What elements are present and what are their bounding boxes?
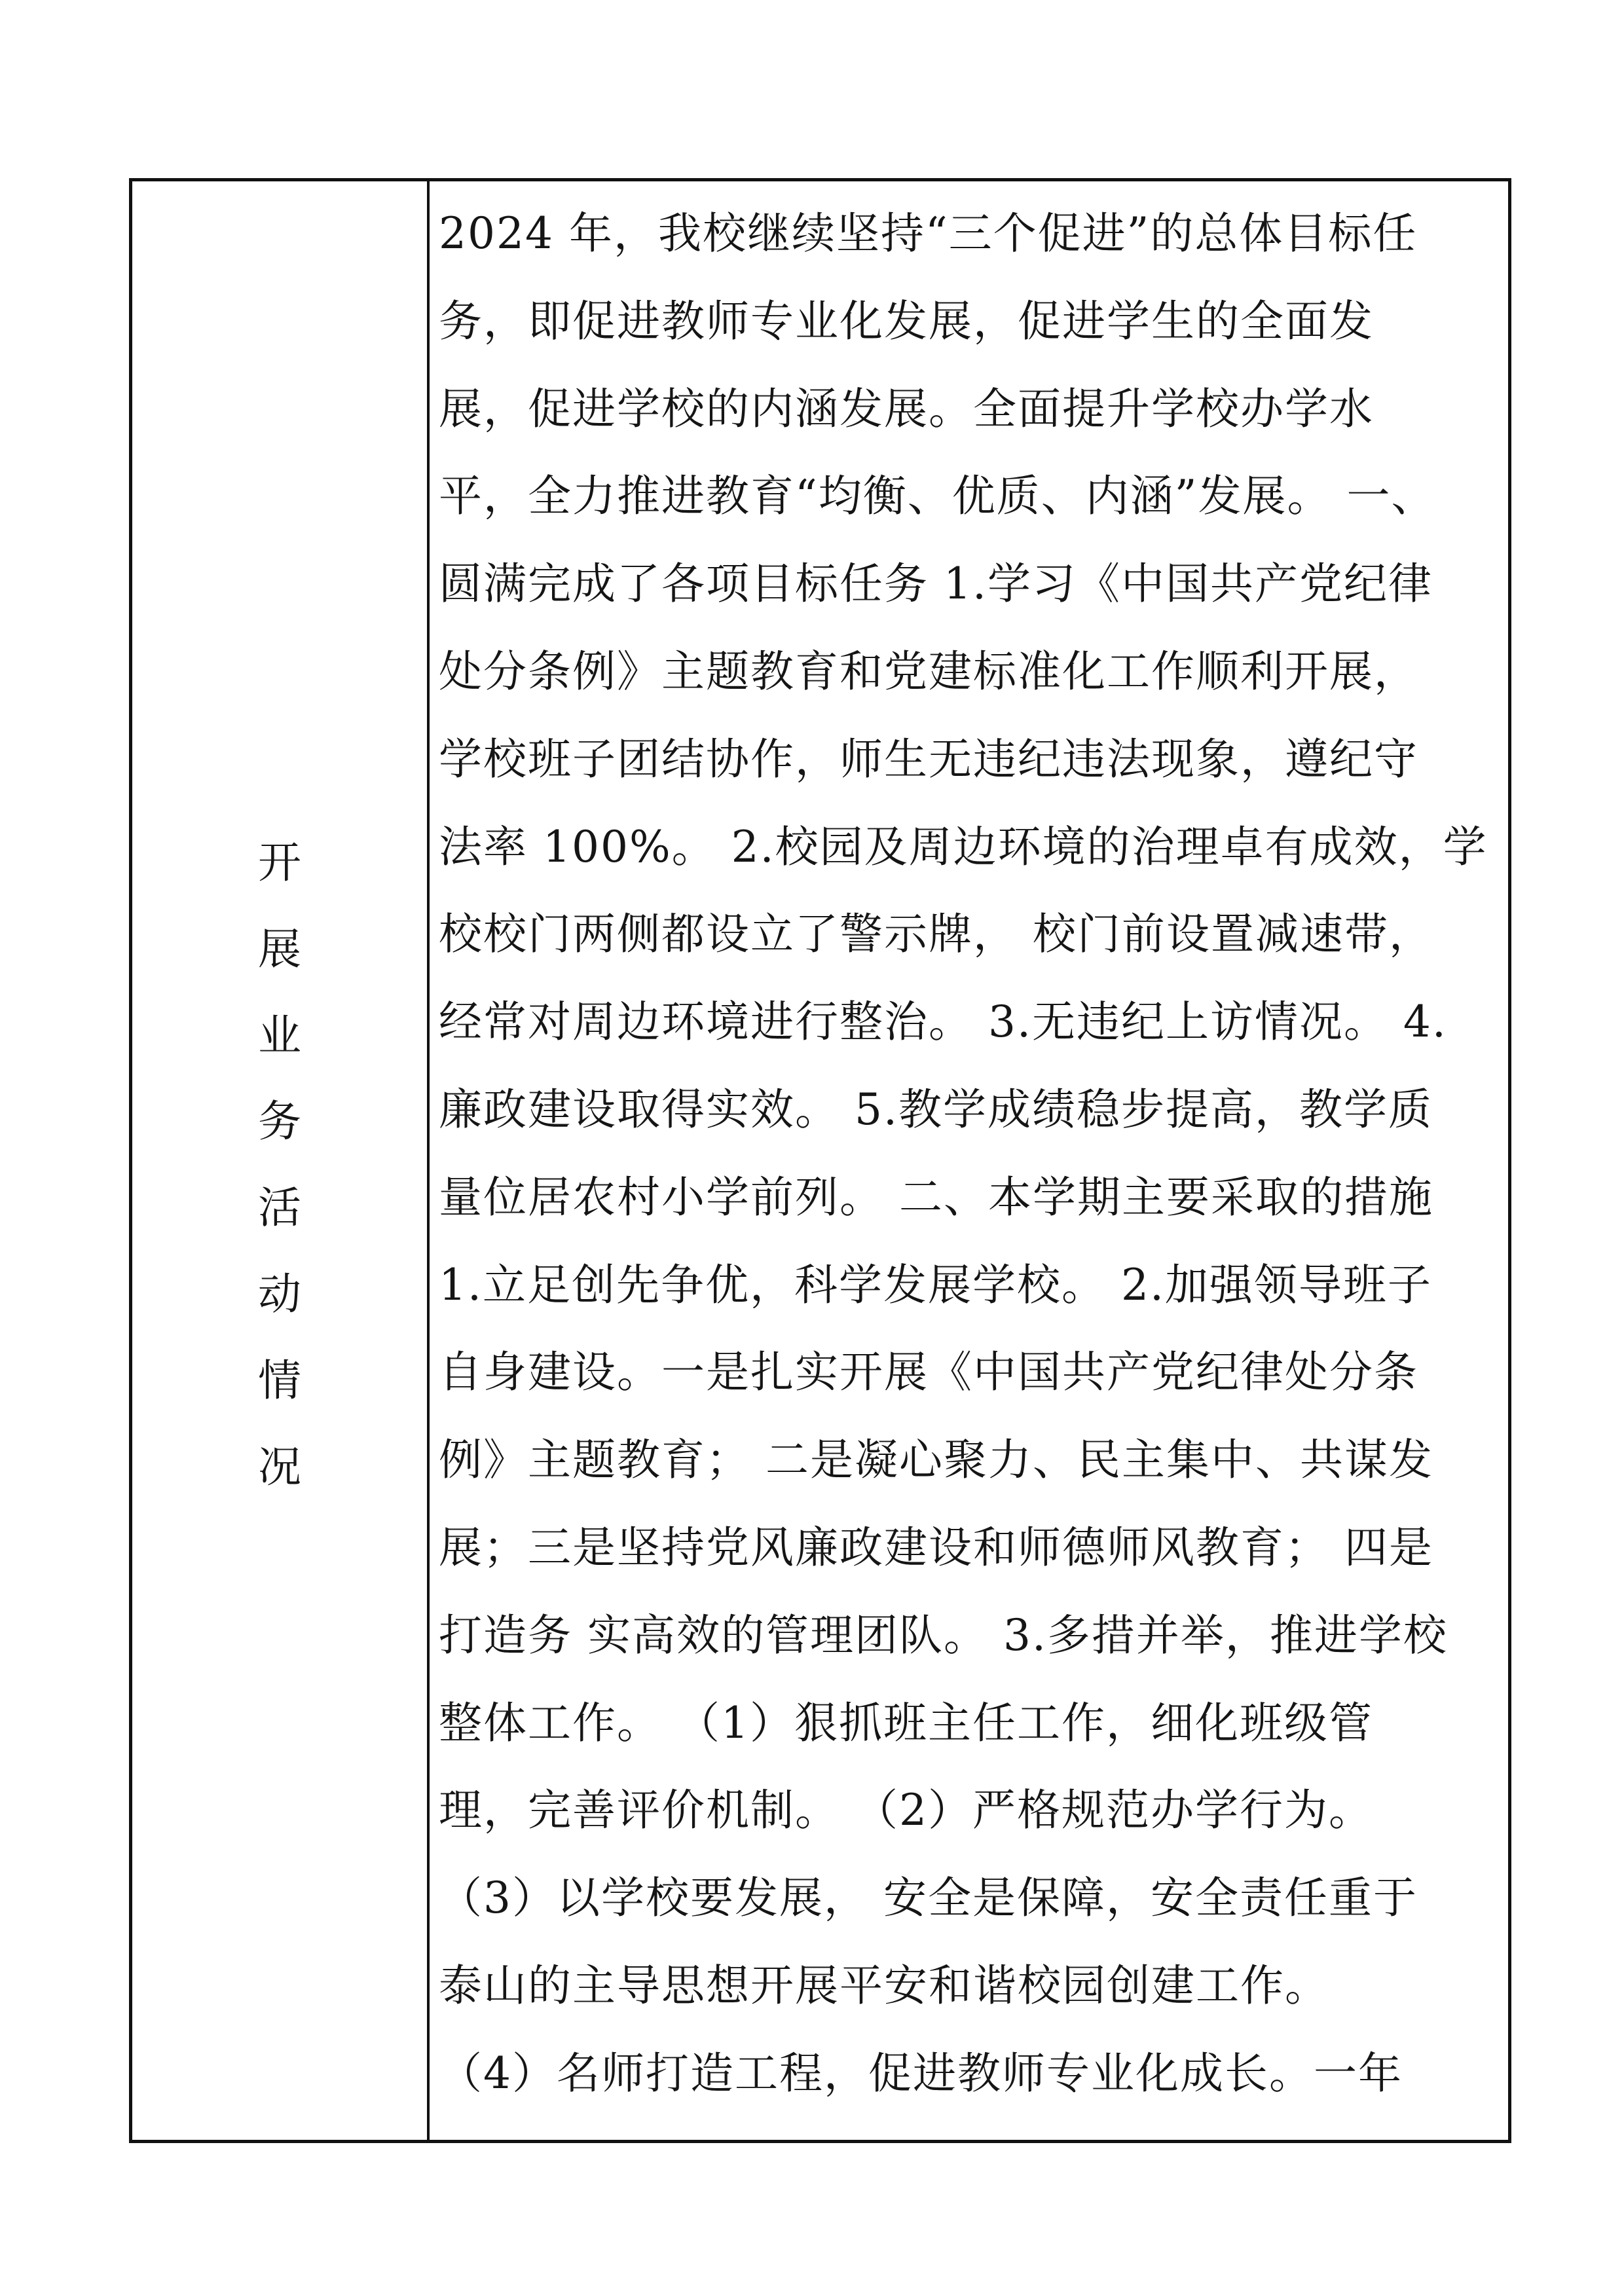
row-label-char: 业 — [258, 1010, 301, 1061]
activity-description-cell — [439, 190, 1503, 2128]
body-text-line: 廉政建设取得实效。 5.教学成绩稳步提高，教学质 — [439, 1084, 1433, 1135]
body-text-line: 处分条例》主题教育和党建标准化工作顺利开展， — [439, 646, 1418, 697]
row-label-char: 情 — [258, 1355, 301, 1406]
activity-table — [129, 178, 1511, 2143]
body-text-line: 法率 100%。 2.校园及周边环境的治理卓有成效，学 — [439, 821, 1488, 872]
row-label-char: 展 — [258, 923, 301, 974]
row-label-char: 况 — [258, 1441, 301, 1492]
column-divider — [427, 181, 430, 2140]
body-text-line: 自身建设。一是扎实开展《中国共产党纪律处分条 — [439, 1347, 1418, 1398]
body-text-line: 平，全力推进教育“均衡、优质、内涵”发展。 一、 — [439, 471, 1436, 522]
row-label-char: 开 — [258, 837, 301, 888]
row-label-char: 动 — [258, 1268, 301, 1319]
body-text-line: 例》主题教育； 二是凝心聚力、民主集中、共谋发 — [439, 1435, 1433, 1486]
body-text-line: 经常对周边环境进行整治。 3.无违纪上访情况。 4. — [439, 997, 1447, 1048]
body-text-line: 2024 年，我校继续坚持“三个促进”的总体目标任 — [439, 208, 1418, 259]
body-text-line: 圆满完成了各项目标任务 1.学习《中国共产党纪律 — [439, 559, 1433, 610]
row-label-char: 活 — [258, 1183, 301, 1234]
body-text-line: 量位居农村小学前列。 二、本学期主要采取的措施 — [439, 1171, 1433, 1222]
body-text-line: 展；三是坚持党风廉政建设和师德师风教育； 四是 — [439, 1522, 1433, 1573]
body-text-line: 理，完善评价机制。 （2）严格规范办学行为。 — [439, 1785, 1373, 1836]
row-label-char: 务 — [258, 1096, 301, 1147]
body-text-line: （4）名师打造工程，促进教师专业化成长。一年 — [439, 2047, 1403, 2099]
body-text-line: 展，促进学校的内涵发展。全面提升学校办学水 — [439, 383, 1374, 434]
body-text-line: 务，即促进教师专业化发展，促进学生的全面发 — [439, 295, 1374, 346]
body-text-line: 学校班子团结协作，师生无违纪违法现象，遵纪守 — [439, 733, 1418, 784]
body-text-line: 泰山的主导思想开展平安和谐校园创建工作。 — [439, 1960, 1329, 2011]
body-text-line: （3）以学校要发展， 安全是保障，安全责任重于 — [439, 1873, 1418, 1924]
body-text-line: 校校门两侧都设立了警示牌， 校门前设置减速带， — [439, 909, 1433, 960]
body-text-line: 1.立足创先争优，科学发展学校。 2.加强领导班子 — [439, 1259, 1432, 1310]
row-label-activities — [132, 820, 427, 1510]
body-text-line: 打造务 实高效的管理团队。 3.多措并举，推进学校 — [439, 1609, 1448, 1661]
body-text-line: 整体工作。 （1）狠抓班主任工作，细化班级管 — [439, 1697, 1373, 1748]
